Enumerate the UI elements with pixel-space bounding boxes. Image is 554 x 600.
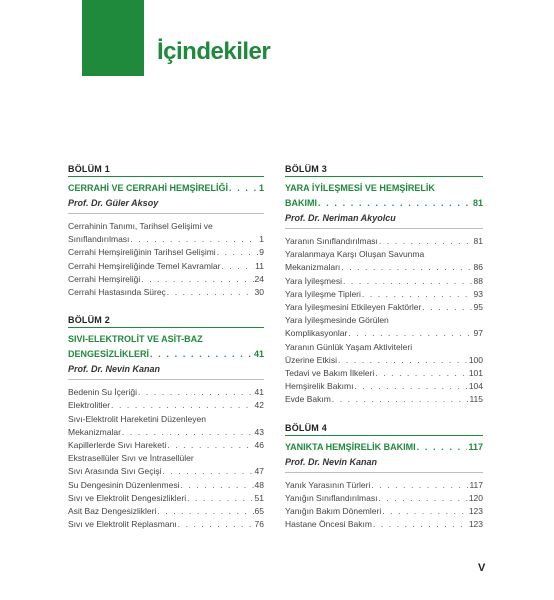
entry-title: Elektrolitler <box>68 400 111 411</box>
dot-leader <box>141 273 253 286</box>
dot-leader <box>181 479 254 492</box>
leader-row <box>285 275 483 288</box>
dot-leader <box>338 354 468 367</box>
dot-leader <box>229 181 258 196</box>
entry-title: Yara İyileşmesi <box>285 275 342 286</box>
chapter-1 <box>68 164 264 299</box>
chapter-title[interactable] <box>285 181 483 211</box>
page-ref: 43 <box>254 426 264 437</box>
toc-column-right <box>285 164 483 547</box>
dot-leader <box>221 260 254 273</box>
dot-leader <box>362 288 473 301</box>
page-ref: 41 <box>253 349 264 360</box>
toc-entry[interactable] <box>285 505 483 518</box>
entry-title: Yara İyileşme Tipleri <box>285 288 361 299</box>
page-ref: 93 <box>473 288 483 299</box>
entry-title: Sıvı ve Elektrolit Replasmanı <box>68 519 177 530</box>
toc-entry[interactable] <box>285 314 483 340</box>
green-accent-block <box>82 0 144 76</box>
toc-entry[interactable] <box>285 248 483 274</box>
dot-leader <box>138 386 254 399</box>
leader-row <box>68 399 264 412</box>
toc-column-left <box>68 164 264 547</box>
dot-leader <box>111 399 253 412</box>
toc-entry[interactable] <box>68 246 264 259</box>
leader-row <box>285 261 483 274</box>
leader-row <box>68 246 264 259</box>
chapter-title-line <box>68 181 264 196</box>
leader-row <box>68 233 264 246</box>
chapter-title-line <box>68 347 264 362</box>
dot-leader <box>378 492 467 505</box>
dot-leader <box>371 479 468 492</box>
toc-entry[interactable] <box>68 479 264 492</box>
chapter-author: Prof. Dr. Nevin Kanan <box>68 364 264 380</box>
leader-row <box>68 505 264 518</box>
toc-entry[interactable] <box>68 260 264 273</box>
leader-row <box>68 260 264 273</box>
page-ref: 101 <box>468 368 483 379</box>
dot-leader <box>130 233 258 246</box>
dot-leader <box>167 439 253 452</box>
dot-leader <box>217 246 259 259</box>
entry-title-first-line: Ekstrasellüler Sıvı ve İntrasellüler <box>68 453 194 464</box>
entry-list <box>285 479 483 532</box>
page-ref: 30 <box>254 287 264 298</box>
page-ref: 100 <box>468 354 483 365</box>
toc-entry[interactable] <box>68 220 264 246</box>
dot-leader <box>122 426 254 439</box>
toc-entry[interactable] <box>68 413 264 439</box>
toc-entry[interactable] <box>285 479 483 492</box>
chapter-author: Prof. Dr. Güler Aksoy <box>68 198 264 214</box>
entry-title: Su Dengesinin Düzenlenmesi <box>68 479 180 490</box>
toc-entry[interactable] <box>285 367 483 380</box>
leader-row <box>285 327 483 340</box>
page-ref: 48 <box>254 479 264 490</box>
toc-entry[interactable] <box>68 439 264 452</box>
entry-title: Cerrahi Hemşireliği <box>68 273 141 284</box>
chapter-title-line <box>285 196 483 211</box>
toc-entry[interactable] <box>285 341 483 367</box>
page-ref: 97 <box>473 328 483 339</box>
leader-row <box>285 518 483 531</box>
leader-row <box>285 393 483 406</box>
chapter-title-text: BAKIMI <box>285 198 317 208</box>
dot-leader <box>348 327 472 340</box>
page-ref: 117 <box>468 441 483 452</box>
toc-entry[interactable] <box>68 286 264 299</box>
dot-leader <box>178 518 254 531</box>
page-ref: 81 <box>472 198 483 208</box>
chapter-label: BÖLÜM 1 <box>68 164 264 177</box>
leader-row <box>285 505 483 518</box>
entry-title-first-line: Sıvı-Elektrolit Hareketini Düzenleyen <box>68 413 206 424</box>
page-ref: 42 <box>254 400 264 411</box>
leader-row <box>68 479 264 492</box>
entry-title: Hastane Öncesi Bakım <box>285 519 372 530</box>
page-ref: 117 <box>469 479 483 490</box>
page-ref: 9 <box>259 247 264 258</box>
page-ref: 120 <box>468 492 483 503</box>
page-ref: 115 <box>469 394 483 405</box>
entry-title: Yanık Yarasının Türleri <box>285 479 371 490</box>
chapter-3 <box>285 164 483 407</box>
entry-title: Mekanizmaları <box>285 262 341 273</box>
toc-entry[interactable] <box>285 518 483 531</box>
toc-entry[interactable] <box>68 452 264 478</box>
dot-leader <box>379 235 473 248</box>
dot-leader <box>150 347 253 362</box>
page-ref: 1 <box>259 234 264 245</box>
leader-row <box>68 426 264 439</box>
entry-title: Hemşirelik Bakımı <box>285 381 354 392</box>
entry-title: Kapillerlerde Sıvı Hareketi <box>68 440 167 451</box>
entry-title-first-line: Yaranın Günlük Yaşam Aktiviteleri <box>285 341 413 352</box>
chapter-title-text: DENGESİZLİKLERİ <box>68 349 150 360</box>
toc-entry[interactable] <box>68 386 264 399</box>
leader-row <box>285 479 483 492</box>
page-ref: 123 <box>468 506 483 517</box>
page-ref: 24 <box>254 273 264 284</box>
dot-leader <box>163 465 254 478</box>
dot-leader <box>318 196 472 211</box>
toc-entry[interactable] <box>285 393 483 406</box>
page-ref: 51 <box>254 492 264 503</box>
leader-row <box>68 439 264 452</box>
dot-leader <box>373 518 468 531</box>
entry-title: Sıvı ve Elektrolit Dengesizlikleri <box>68 492 187 503</box>
page-ref: 95 <box>473 302 483 313</box>
dot-leader <box>343 275 473 288</box>
page-ref: 47 <box>254 466 264 477</box>
entry-title: Cerrahi Hemşireliğinde Temel Kavramlar <box>68 260 221 271</box>
entry-title: Cerrahi Hastasında Süreç <box>68 287 166 298</box>
toc-entry[interactable] <box>285 235 483 248</box>
leader-row <box>285 301 483 314</box>
leader-row <box>68 273 264 286</box>
dot-leader <box>382 505 468 518</box>
toc-entry[interactable] <box>285 288 483 301</box>
entry-title: Yara İyileşmesini Etkileyen Faktörler <box>285 302 422 313</box>
entry-title: Bedenin Su İçeriği <box>68 387 137 398</box>
chapter-2 <box>68 315 264 531</box>
entry-title-first-line: Cerrahinin Tanımı, Tarihsel Gelişimi ve <box>68 221 213 231</box>
entry-title-first-line: Yaralanmaya Karşı Oluşan Savunma <box>285 249 425 260</box>
chapter-label: BÖLÜM 3 <box>285 164 483 177</box>
entry-title-first-line: Yara İyileşmesinde Görülen <box>285 315 389 326</box>
leader-row <box>285 367 483 380</box>
page-ref: 11 <box>255 260 264 271</box>
page-ref: 81 <box>473 236 483 246</box>
dot-leader <box>375 367 468 380</box>
leader-row <box>68 386 264 399</box>
page-ref: 123 <box>468 519 483 530</box>
chapter-title-line: YARA İYİLEŞMESİ VE HEMŞİRELİK <box>285 183 435 193</box>
entry-title: Yaranın Sınıflandırılması <box>285 236 378 246</box>
leader-row <box>68 465 264 478</box>
chapter-title-line: SIVI-ELEKTROLİT VE ASİT-BAZ <box>68 334 203 345</box>
entry-title: Evde Bakım <box>285 394 331 405</box>
chapter-4 <box>285 423 483 532</box>
toc-entry[interactable] <box>68 505 264 518</box>
entry-title: Asit Baz Dengesizlikleri <box>68 506 157 517</box>
entry-title: Sıvı Arasında Sıvı Geçişi <box>68 466 162 477</box>
leader-row <box>285 288 483 301</box>
leader-row <box>285 380 483 393</box>
page-ref: 86 <box>473 262 483 273</box>
entry-list <box>285 235 483 407</box>
leader-row <box>285 492 483 505</box>
chapter-author: Prof. Dr. Nevin Kanan <box>285 457 483 473</box>
leader-row <box>68 492 264 505</box>
entry-list <box>68 220 264 299</box>
leader-row <box>285 235 483 248</box>
page-ref: 1 <box>258 183 264 193</box>
page-number: V <box>478 562 486 574</box>
entry-title: Mekanizmalar <box>68 426 121 437</box>
entry-title: Yanığın Bakım Dönemleri <box>285 506 382 517</box>
entry-title: Sınıflandırılması <box>68 234 130 245</box>
leader-row <box>68 518 264 531</box>
toc-entry[interactable] <box>285 275 483 288</box>
toc-entry[interactable] <box>68 273 264 286</box>
entry-title: Komplikasyonlar <box>285 328 348 339</box>
entry-title: Cerrahi Hemşireliğinin Tarihsel Gelişimi <box>68 247 216 258</box>
toc-entry[interactable] <box>285 492 483 505</box>
toc-entry[interactable] <box>68 399 264 412</box>
page-ref: 65 <box>254 506 264 517</box>
chapter-title-text: YANIKTA HEMŞİRELİK BAKIMI <box>285 441 416 452</box>
entry-title: Yanığın Sınıflandırılması <box>285 492 378 503</box>
chapter-title[interactable] <box>68 181 264 196</box>
dot-leader <box>417 440 468 455</box>
toc-entry[interactable] <box>285 380 483 393</box>
dot-leader <box>157 505 253 518</box>
dot-leader <box>187 492 253 505</box>
dot-leader <box>341 261 472 274</box>
chapter-label: BÖLÜM 2 <box>68 315 264 328</box>
page-title: İçindekiler <box>157 38 271 65</box>
page-ref: 76 <box>254 519 264 530</box>
dot-leader <box>332 393 469 406</box>
chapter-author: Prof. Dr. Neriman Akyolcu <box>285 213 483 229</box>
entry-title: Tedavi ve Bakım İlkeleri <box>285 368 375 379</box>
chapter-title-text: CERRAHİ VE CERRAHİ HEMŞİRELİĞİ <box>68 183 229 193</box>
page-ref: 46 <box>254 440 264 451</box>
toc-entry[interactable] <box>68 492 264 505</box>
toc-entry[interactable] <box>285 301 483 314</box>
entry-list <box>68 386 264 531</box>
chapter-title[interactable] <box>68 332 264 362</box>
dot-leader <box>422 301 472 314</box>
chapter-label: BÖLÜM 4 <box>285 423 483 436</box>
leader-row <box>285 354 483 367</box>
chapter-title[interactable] <box>285 440 483 455</box>
leader-row <box>68 286 264 299</box>
page-ref: 88 <box>473 275 483 286</box>
entry-title: Üzerine Etkisi <box>285 354 337 365</box>
dot-leader <box>354 380 467 393</box>
chapter-title-line <box>285 440 483 455</box>
dot-leader <box>167 286 254 299</box>
page-ref: 104 <box>468 381 483 392</box>
toc-entry[interactable] <box>68 518 264 531</box>
page-ref: 41 <box>254 387 264 398</box>
